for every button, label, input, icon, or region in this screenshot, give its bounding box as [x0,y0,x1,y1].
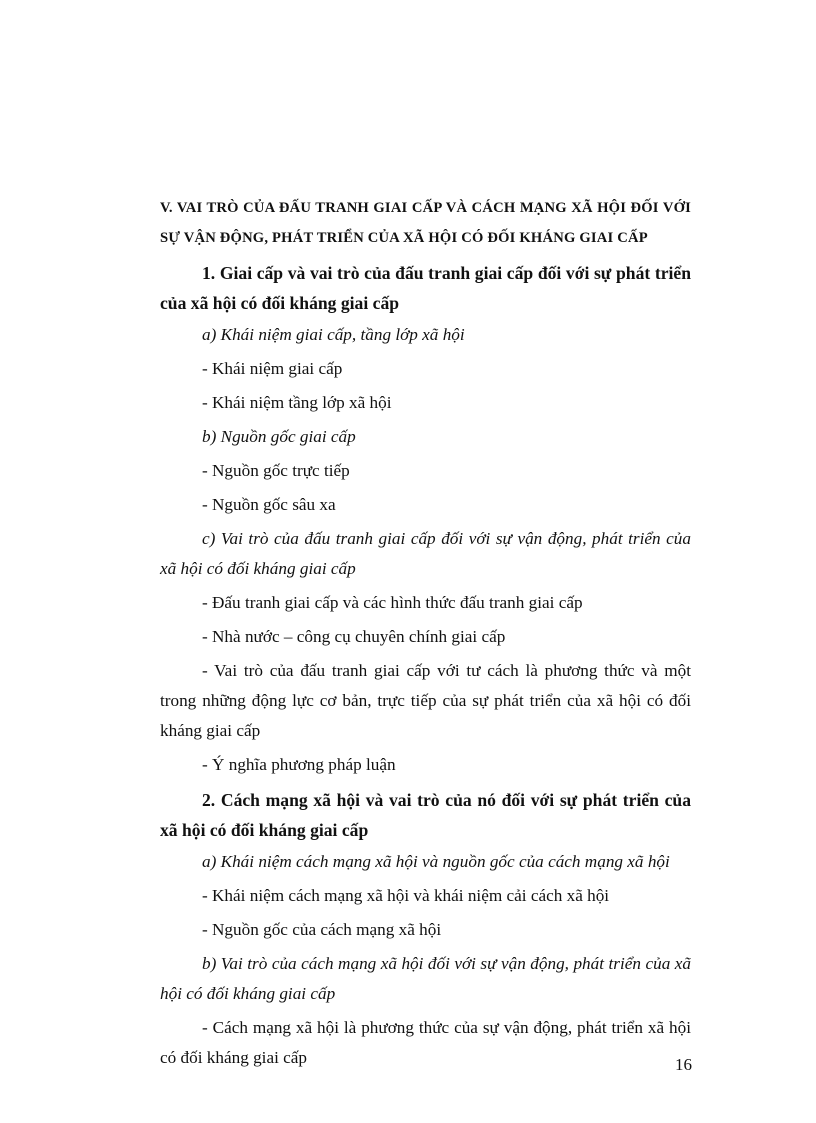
list-item: - Khái niệm tầng lớp xã hội [202,393,392,412]
subsection-heading-2: 2. Cách mạng xã hội và vai trò của nó đối với sự phát triển của xã hội có đối kháng giai cấp [160,790,691,840]
list-item: - Ý nghĩa phương pháp luận [202,755,396,774]
subsection-1a-title: a) Khái niệm giai cấp, tầng lớp xã hội [202,325,465,344]
list-item: - Cách mạng xã hội là phương thức của sự vận động, phát triển xã hội có đối kháng giai cấp [160,1018,691,1067]
page-number: 16 [675,1055,692,1074]
subsection-2a-title: a) Khái niệm cách mạng xã hội và nguồn gốc của cách mạng xã hội [202,852,670,871]
subsection-heading-1: 1. Giai cấp và vai trò của đấu tranh giai cấp đối với sự phát triển của xã hội có đối kháng giai cấp [160,263,691,313]
list-item: - Khái niệm giai cấp [202,359,343,378]
list-item: - Nguồn gốc trực tiếp [202,461,350,480]
list-item: - Vai trò của đấu tranh giai cấp với tư cách là phương thức và một trong những động lực cơ bản, trực tiếp của sự phát triển của xã hội có đối kháng giai cấp [160,661,691,740]
subsection-1b-title: b) Nguồn gốc giai cấp [202,427,356,446]
list-item: - Nguồn gốc của cách mạng xã hội [202,920,442,939]
section-title: V. VAI TRÒ CỦA ĐẤU TRANH GIAI CẤP VÀ CÁCH MẠNG XÃ HỘI ĐỐI VỚI SỰ VẬN ĐỘNG, PHÁT TRIỂN CỦA XÃ HỘI CÓ ĐỐI KHÁNG GIAI CẤP [160,200,691,246]
page-content [160,193,691,1073]
list-item: - Đấu tranh giai cấp và các hình thức đấu tranh giai cấp [202,593,583,612]
list-item: - Nguồn gốc sâu xa [202,495,336,514]
subsection-2b-title: b) Vai trò của cách mạng xã hội đối với sự vận động, phát triển của xã hội có đối kháng giai cấp [160,954,691,1003]
list-item: - Khái niệm cách mạng xã hội và khái niệm cải cách xã hội [202,886,610,905]
subsection-1c-title: c) Vai trò của đấu tranh giai cấp đối với sự vận động, phát triển của xã hội có đối kháng giai cấp [160,529,691,578]
list-item: - Nhà nước – công cụ chuyên chính giai cấp [202,627,506,646]
